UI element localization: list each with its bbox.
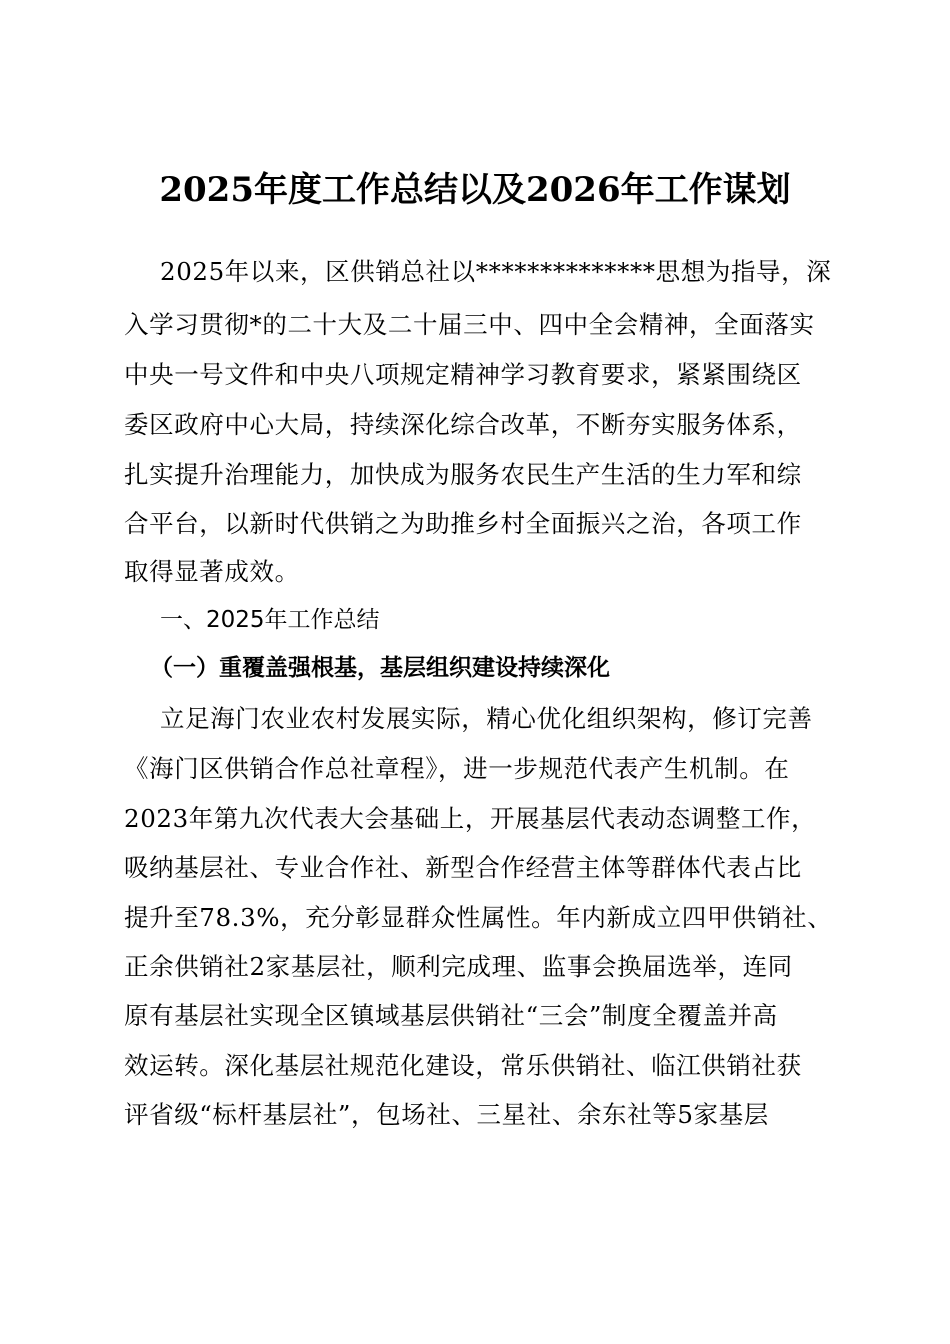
body-line: 《海门区供销合作总社章程》，进一步规范代表产生机制。在 bbox=[124, 754, 790, 783]
body-line: 原有基层社实现全区镇域基层供销社“三会”制度全覆盖并高 bbox=[124, 1001, 778, 1030]
body-line: 2023年第九次代表大会基础上，开展基层代表动态调整工作， bbox=[124, 804, 817, 833]
body-line: 提升至78.3%，充分彰显群众性属性。年内新成立四甲供销社、 bbox=[124, 903, 833, 932]
subsection-heading: （一）重覆盖强根基，基层组织建设持续深化 bbox=[150, 654, 610, 681]
intro-line: 委区政府中心大局，持续深化综合改革，不断夯实服务体系， bbox=[124, 410, 802, 439]
section-heading: 一、2025年工作总结 bbox=[160, 607, 380, 633]
intro-line: 取得显著成效。 bbox=[124, 557, 300, 586]
body-line: 立足海门农业农村发展实际，精心优化组织架构，修订完善 bbox=[160, 704, 813, 733]
body-line: 吸纳基层社、专业合作社、新型合作经营主体等群体代表占比 bbox=[124, 853, 802, 882]
intro-line: 2025年以来，区供销总社以**************思想为指导，深 bbox=[160, 257, 832, 286]
intro-line: 合平台，以新时代供销之为助推乡村全面振兴之治，各项工作 bbox=[124, 509, 802, 538]
body-line: 评省级“标杆基层社”，包场社、三星社、余东社等5家基层 bbox=[124, 1100, 769, 1129]
intro-line: 入学习贯彻*的二十大及二十届三中、四中全会精神，全面落实 bbox=[124, 310, 815, 339]
intro-line: 扎实提升治理能力，加快成为服务农民生产生活的生力军和综 bbox=[124, 460, 802, 489]
body-line: 正余供销社2家基层社，顺利完成理、监事会换届选举，连同 bbox=[124, 952, 793, 981]
document-title: 2025年度工作总结以及2026年工作谋划 bbox=[159, 170, 791, 210]
body-line: 效运转。深化基层社规范化建设，常乐供销社、临江供销社获 bbox=[124, 1051, 802, 1080]
intro-line: 中央一号文件和中央八项规定精神学习教育要求，紧紧围绕区 bbox=[124, 360, 802, 389]
